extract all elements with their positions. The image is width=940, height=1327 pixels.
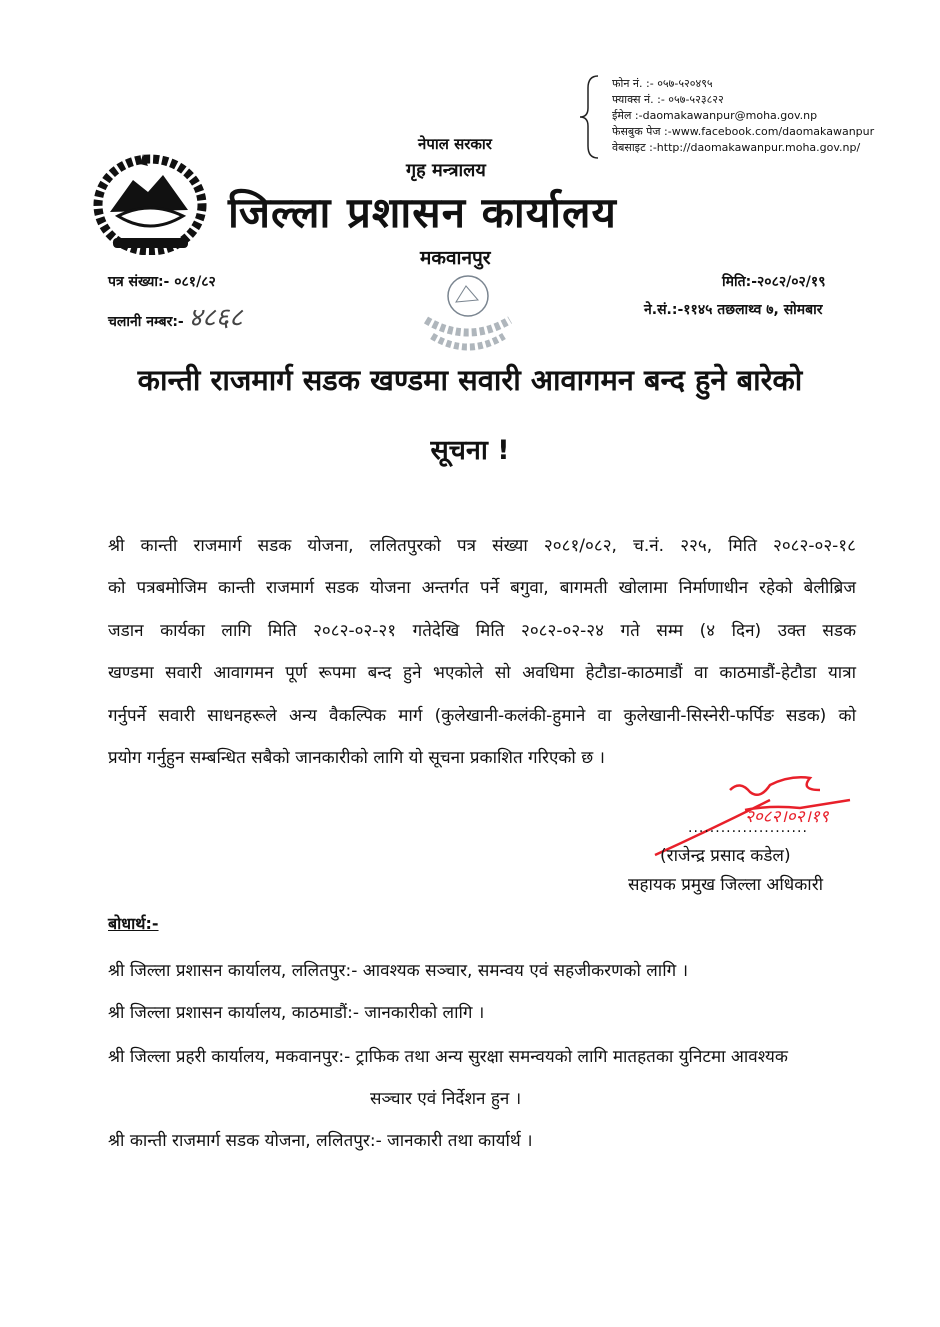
contact-block <box>612 76 874 156</box>
cc-item-continuation: सञ्चार एवं निर्देशन हुन । <box>370 1089 522 1109</box>
body-line: खण्डमा सवारी आवागमन पूर्ण रूपमा बन्द हुने भएकोले सो अवधिमा हेटौडा-काठमाडौं वा काठमाडौं-हेटौडा यात्रा <box>108 663 856 683</box>
signatory-designation: सहायक प्रमुख जिल्ला अधिकारी <box>628 875 824 895</box>
notice-title: कान्ती राजमार्ग सडक खण्डमा सवारी आवागमन बन्द हुने बारेको <box>137 363 803 397</box>
cc-heading: बोधार्थ:- <box>108 914 159 933</box>
office-seal-stamp <box>418 270 518 355</box>
phone-line: फोन नं. :- ०५७-५२०४९५ <box>612 77 713 90</box>
letter-number: पत्र संख्या:- ०८१/८२ <box>108 274 216 290</box>
chalani-number <box>108 298 243 334</box>
body-line: गर्नुपर्ने सवारी साधनहरूले अन्य वैकल्पिक मार्ग (कुलेखानी-कलंकी-हुमाने वा कुलेखानी-सिस्नेरी-फर्पिङ सडक) को <box>108 706 856 726</box>
email-line: ईमेल :-daomakawanpur@moha.gov.np <box>612 109 818 122</box>
facebook-line: फेसबुक पेज :-www.facebook.com/daomakawanpur <box>612 125 875 138</box>
letter-date: मिति:-२०८२/०२/१९ <box>722 274 826 290</box>
fax-line: फ्याक्स नं. :- ०५७-५२३८२२ <box>612 93 724 106</box>
svg-text:२०८२।०२।१९: २०८२।०२।१९ <box>745 807 829 827</box>
website-line: वेबसाइट :-http://daomakawanpur.moha.gov.np/ <box>612 141 861 154</box>
notice-subtitle: सूचना ! <box>430 435 510 466</box>
ministry-name: गृह मन्त्रालय <box>406 160 486 181</box>
nepal-sambat-date: ने.सं.:-११४५ तछलाथ्व ७, सोमबार <box>644 302 823 318</box>
body-line: प्रयोग गर्नुहुन सम्बन्धित सबैको जानकारीको लागि यो सूचना प्रकाशित गरिएको छ । <box>108 748 606 768</box>
cc-item: श्री जिल्ला प्रशासन कार्यालय, ललितपुर:- आवश्यक सञ्चार, समन्वय एवं सहजीकरणको लागि । <box>108 961 689 981</box>
district-name: मकवानपुर <box>420 247 491 269</box>
chalani-value: ४८६८ <box>188 303 243 333</box>
signatory-name: (राजेन्द्र प्रसाद कडेल) <box>660 846 791 866</box>
brace-decoration <box>578 74 600 160</box>
body-line: को पत्रबमोजिम कान्ती राजमार्ग सडक योजना अन्तर्गत पर्ने बगुवा, बागमती खोलामा निर्माणाधीन रहेको बेलीब्रिज <box>108 578 856 598</box>
cc-item: श्री जिल्ला प्रशासन कार्यालय, काठमाडौं:- जानकारीको लागि । <box>108 1003 485 1023</box>
body-line: श्री कान्ती राजमार्ग सडक योजना, ललितपुरको पत्र संख्या २०८१/०८२, च.नं. २२५, मिति २०८२-०२-१८ <box>108 536 856 556</box>
office-name: जिल्ला प्रशासन कार्यालय <box>228 188 617 237</box>
signature-line: ...................... <box>688 820 808 836</box>
nepal-emblem-icon <box>88 150 213 255</box>
body-line: जडान कार्यका लागि मिति २०८२-०२-२१ गतेदेखि मिति २०८२-०२-२४ गते सम्म (४ दिन) उक्त सडक <box>108 621 856 641</box>
chalani-label: चलानी नम्बर:- <box>108 314 184 330</box>
cc-item: श्री कान्ती राजमार्ग सडक योजना, ललितपुर:- जानकारी तथा कार्यार्थ । <box>108 1131 533 1151</box>
government-name: नेपाल सरकार <box>418 135 492 153</box>
cc-item: श्री जिल्ला प्रहरी कार्यालय, मकवानपुर:- ट्राफिक तथा अन्य सुरक्षा समन्वयको लागि मातहतका युनिटमा आवश्यक <box>108 1047 788 1067</box>
